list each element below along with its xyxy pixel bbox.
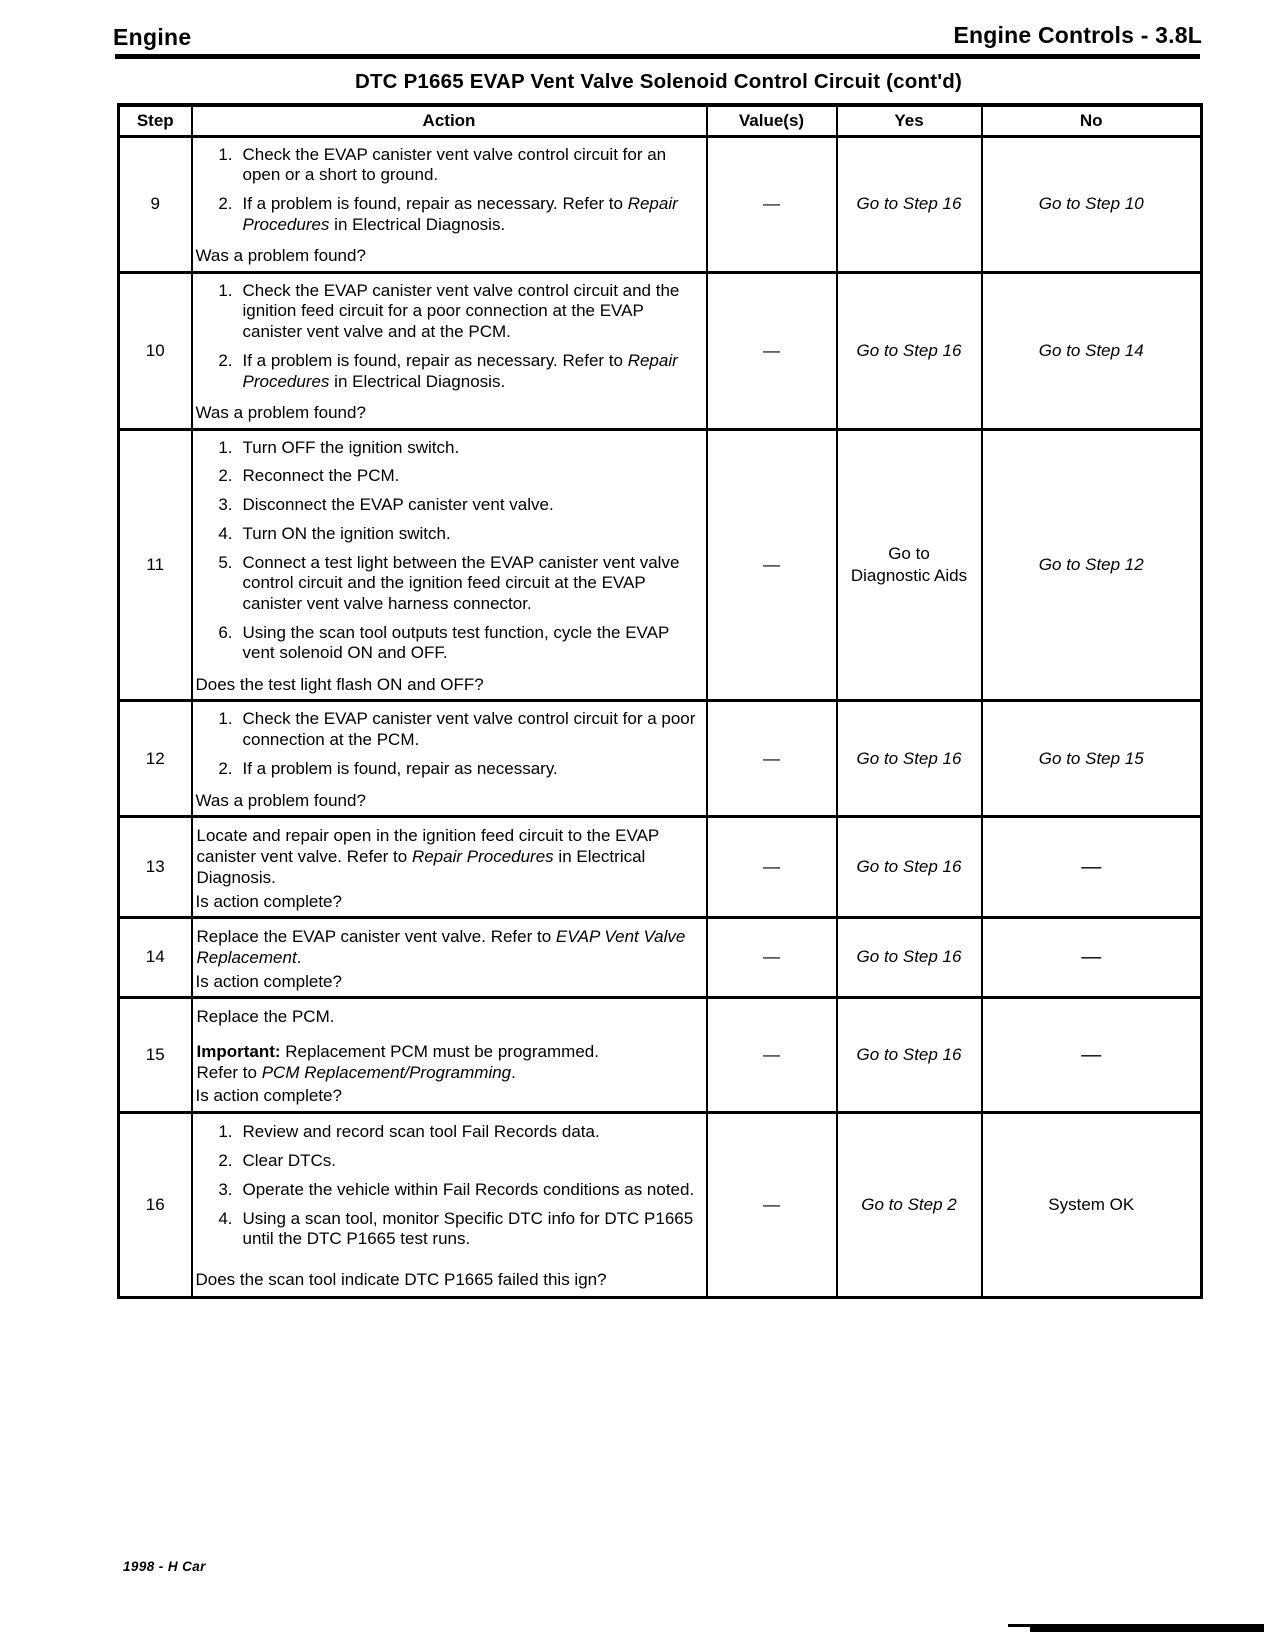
value-dash: —	[763, 340, 780, 360]
footer-bar-tail	[1008, 1624, 1038, 1627]
footer-bar	[1030, 1624, 1264, 1632]
table-row	[119, 272, 1202, 429]
yes-cell	[837, 997, 982, 1112]
text-segment: .	[296, 948, 302, 968]
action-content	[193, 274, 706, 428]
action-item	[195, 194, 700, 235]
action-item	[195, 495, 700, 516]
no-cell-text: System OK	[1048, 1194, 1135, 1214]
no-cell-text: Go to Step 10	[1038, 194, 1144, 214]
action-item	[195, 145, 700, 186]
item-text	[243, 1209, 700, 1250]
value-dash: —	[763, 748, 780, 768]
action-item-list	[195, 1118, 700, 1258]
action-cell	[192, 701, 707, 816]
yes-cell	[837, 701, 982, 816]
column-header-no: No	[982, 105, 1202, 136]
action-cell	[192, 136, 707, 272]
text-segment: in Electrical Diagnosis.	[329, 214, 506, 234]
footer-note: 1998 - H Car	[123, 1559, 206, 1574]
action-item-list	[195, 434, 700, 673]
no-cell	[982, 816, 1202, 917]
item-text	[243, 466, 700, 487]
yes-cell-text: Go to Step 2	[861, 1194, 957, 1214]
action-item	[195, 1180, 700, 1201]
column-header-step: Step	[119, 105, 192, 136]
action-item-list	[195, 705, 700, 787]
text-segment: Replace the PCM.	[196, 1007, 335, 1027]
item-number: 2.	[218, 758, 233, 778]
table-row	[119, 917, 1202, 997]
no-cell	[982, 429, 1202, 701]
item-text	[243, 623, 700, 664]
step-number: 13	[145, 856, 165, 876]
action-content	[193, 999, 706, 1110]
action-question: Is action complete?	[195, 891, 342, 911]
text-segment: Disconnect the EVAP canister vent valve.	[242, 495, 554, 515]
step-cell	[119, 272, 192, 429]
step-cell	[119, 997, 192, 1112]
action-question: Was a problem found?	[195, 790, 366, 810]
text-segment: Replacement PCM must be programmed.	[280, 1041, 599, 1061]
action-paragraphs	[195, 922, 700, 969]
item-number: 3.	[218, 495, 233, 515]
no-cell	[982, 917, 1202, 997]
item-text	[243, 495, 700, 516]
text-segment: Review and record scan tool Fail Records data.	[242, 1122, 600, 1142]
action-content	[193, 138, 706, 271]
no-cell	[982, 701, 1202, 816]
action-content	[193, 702, 706, 814]
text-segment: Replace the EVAP canister vent valve. Refer to	[196, 927, 556, 947]
action-item-list	[195, 277, 700, 401]
action-item	[195, 281, 700, 343]
table-header-row	[119, 105, 1202, 136]
column-header-values: Value(s)	[707, 105, 837, 136]
text-segment: Turn ON the ignition switch.	[242, 523, 451, 543]
text-segment: If a problem is found, repair as necessary.	[242, 758, 558, 778]
text-segment: Operate the vehicle within Fail Records conditions as noted.	[242, 1179, 695, 1199]
item-number: 1.	[218, 437, 233, 457]
step-number: 16	[145, 1194, 165, 1214]
step-number: 11	[146, 555, 165, 575]
action-question: Is action complete?	[195, 971, 342, 991]
action-item	[195, 524, 700, 545]
value-dash: —	[763, 947, 780, 967]
action-content	[193, 818, 706, 916]
text-segment: in Electrical Diagnosis.	[196, 847, 646, 888]
value-cell	[707, 917, 837, 997]
no-cell	[982, 136, 1202, 272]
yes-cell	[837, 816, 982, 917]
no-cell-text: Go to Step 14	[1038, 340, 1144, 360]
action-cell	[192, 917, 707, 997]
action-content	[193, 919, 706, 996]
yes-cell	[837, 917, 982, 997]
action-item	[195, 1151, 700, 1172]
step-cell	[119, 701, 192, 816]
step-cell	[119, 1112, 192, 1297]
column-header-yes: Yes	[837, 105, 982, 136]
action-item	[195, 1122, 700, 1143]
text-segment: Repair Procedures	[411, 847, 554, 867]
value-dash: —	[763, 1194, 780, 1214]
text-segment: in Electrical Diagnosis.	[329, 371, 506, 391]
item-number: 2.	[218, 193, 233, 213]
action-question: Was a problem found?	[195, 246, 366, 266]
yes-cell	[837, 136, 982, 272]
yes-cell	[837, 1112, 982, 1297]
text-segment: Refer to	[196, 1062, 262, 1082]
yes-cell-text: Go to Step 16	[856, 856, 962, 876]
item-number: 1.	[218, 144, 233, 164]
action-item	[195, 351, 700, 392]
no-cell-text: —	[1081, 855, 1102, 878]
item-text	[243, 759, 700, 780]
text-segment: Important:	[196, 1041, 281, 1061]
yes-cell-text: Go to Step 16	[856, 194, 962, 214]
value-dash: —	[763, 1044, 780, 1064]
yes-cell-text: Go to Step 16	[856, 1044, 962, 1064]
column-header-action: Action	[192, 105, 707, 136]
table-row	[119, 429, 1202, 701]
item-text	[243, 438, 700, 459]
step-number: 12	[145, 748, 165, 768]
text-segment: Using the scan tool outputs test function, cycle the EVAP vent solenoid ON and OFF.	[242, 622, 670, 663]
text-segment: If a problem is found, repair as necessary. Refer to	[242, 350, 628, 370]
action-paragraph	[197, 926, 689, 969]
step-number: 15	[145, 1044, 165, 1064]
text-segment: Check the EVAP canister vent valve control circuit and the ignition feed circuit for a poor connection at the EVAP canister vent valve and at the PCM.	[242, 280, 680, 342]
action-cell	[192, 816, 707, 917]
item-number: 4.	[218, 523, 233, 543]
action-item	[195, 1209, 700, 1250]
table-row	[119, 816, 1202, 917]
value-dash: —	[763, 194, 780, 214]
action-paragraphs	[195, 821, 700, 889]
action-question: Is action complete?	[195, 1086, 342, 1106]
text-segment: Using a scan tool, monitor Specific DTC info for DTC P1665 until the DTC P1665 test runs.	[242, 1208, 694, 1249]
action-cell	[192, 429, 707, 701]
text-segment: Repair Procedures	[242, 193, 678, 234]
action-item	[195, 466, 700, 487]
no-cell-text: —	[1081, 946, 1102, 969]
table-row	[119, 997, 1202, 1112]
text-segment: Check the EVAP canister vent valve control circuit for an open or a short to ground.	[242, 144, 667, 185]
text-segment: Clear DTCs.	[242, 1151, 337, 1171]
no-cell	[982, 1112, 1202, 1297]
step-cell	[119, 917, 192, 997]
action-item	[195, 438, 700, 459]
text-segment: Locate and repair open in the ignition feed circuit to the EVAP canister vent valve. Refer to	[196, 825, 659, 867]
action-paragraph	[197, 825, 689, 889]
item-text	[243, 1180, 700, 1201]
item-number: 2.	[218, 1151, 233, 1171]
item-text	[243, 194, 700, 235]
table-row	[119, 1112, 1202, 1297]
item-text	[243, 1151, 700, 1172]
action-paragraphs	[195, 1002, 700, 1083]
action-paragraph	[197, 1041, 689, 1062]
value-cell	[707, 272, 837, 429]
text-segment: .	[511, 1062, 516, 1082]
text-segment: Turn OFF the ignition switch.	[242, 437, 460, 457]
yes-cell-text: Go to	[888, 543, 930, 563]
diagnostic-table	[117, 103, 1203, 1299]
action-item	[195, 553, 700, 615]
step-cell	[119, 429, 192, 701]
item-text	[243, 281, 700, 343]
no-cell-text: Go to Step 15	[1038, 748, 1144, 768]
yes-cell-text: Diagnostic Aids	[850, 566, 968, 586]
value-cell	[707, 816, 837, 917]
action-paragraph	[197, 1006, 689, 1027]
yes-cell	[837, 272, 982, 429]
value-cell	[707, 429, 837, 701]
item-text	[243, 145, 700, 186]
no-cell-text: —	[1081, 1043, 1102, 1066]
action-content	[193, 1115, 706, 1294]
text-segment: If a problem is found, repair as necessary. Refer to	[242, 193, 628, 213]
value-cell	[707, 997, 837, 1112]
value-cell	[707, 1112, 837, 1297]
item-number: 1.	[218, 709, 233, 729]
step-cell	[119, 136, 192, 272]
item-number: 1.	[218, 280, 233, 300]
table-row	[119, 136, 1202, 272]
item-number: 3.	[218, 1179, 233, 1199]
action-item	[195, 709, 700, 750]
action-cell	[192, 1112, 707, 1297]
item-number: 2.	[218, 350, 233, 370]
action-question: Was a problem found?	[195, 403, 366, 423]
no-cell	[982, 272, 1202, 429]
header-rule	[115, 54, 1200, 59]
step-number: 14	[145, 947, 165, 967]
action-paragraph	[197, 1062, 689, 1083]
action-question: Does the scan tool indicate DTC P1665 failed this ign?	[195, 1270, 607, 1290]
value-dash: —	[763, 856, 780, 876]
item-text	[243, 524, 700, 545]
action-item	[195, 759, 700, 780]
item-number: 5.	[218, 552, 233, 572]
no-cell	[982, 997, 1202, 1112]
item-number: 1.	[218, 1122, 233, 1142]
no-cell-text: Go to Step 12	[1038, 554, 1144, 574]
value-cell	[707, 701, 837, 816]
step-number: 10	[145, 340, 165, 360]
yes-cell-text: Go to Step 16	[856, 340, 962, 360]
page-title: DTC P1665 EVAP Vent Valve Solenoid Control Circuit (cont'd)	[354, 70, 963, 93]
action-cell	[192, 997, 707, 1112]
step-number: 9	[150, 194, 160, 214]
item-number: 2.	[218, 466, 233, 486]
page-header-left: Engine	[113, 24, 192, 50]
page-header-right: Engine Controls - 3.8L	[953, 22, 1202, 48]
text-segment: EVAP Vent Valve Replacement	[196, 927, 686, 968]
table-row	[119, 701, 1202, 816]
step-cell	[119, 816, 192, 917]
action-content	[193, 431, 706, 700]
item-number: 4.	[218, 1208, 233, 1228]
text-segment: Reconnect the PCM.	[242, 466, 400, 486]
item-text	[243, 709, 700, 750]
action-question: Does the test light flash ON and OFF?	[195, 675, 484, 695]
value-cell	[707, 136, 837, 272]
item-number: 6.	[218, 622, 233, 642]
yes-cell-text: Go to Step 16	[856, 947, 962, 967]
action-cell	[192, 272, 707, 429]
item-text	[243, 351, 700, 392]
text-segment: Check the EVAP canister vent valve control circuit for a poor connection at the PCM.	[242, 709, 696, 750]
text-segment: Repair Procedures	[242, 350, 678, 391]
item-text	[243, 1122, 700, 1143]
text-segment: PCM Replacement/Programming	[261, 1062, 512, 1082]
yes-cell-text: Go to Step 16	[856, 748, 962, 768]
value-dash: —	[763, 555, 780, 575]
action-item	[195, 623, 700, 664]
text-segment: Connect a test light between the EVAP canister vent valve control circuit and the ignition feed circuit at the EVAP canister vent valve harness connector.	[242, 552, 680, 614]
item-text	[243, 553, 700, 615]
yes-cell	[837, 429, 982, 701]
action-item-list	[195, 141, 700, 244]
